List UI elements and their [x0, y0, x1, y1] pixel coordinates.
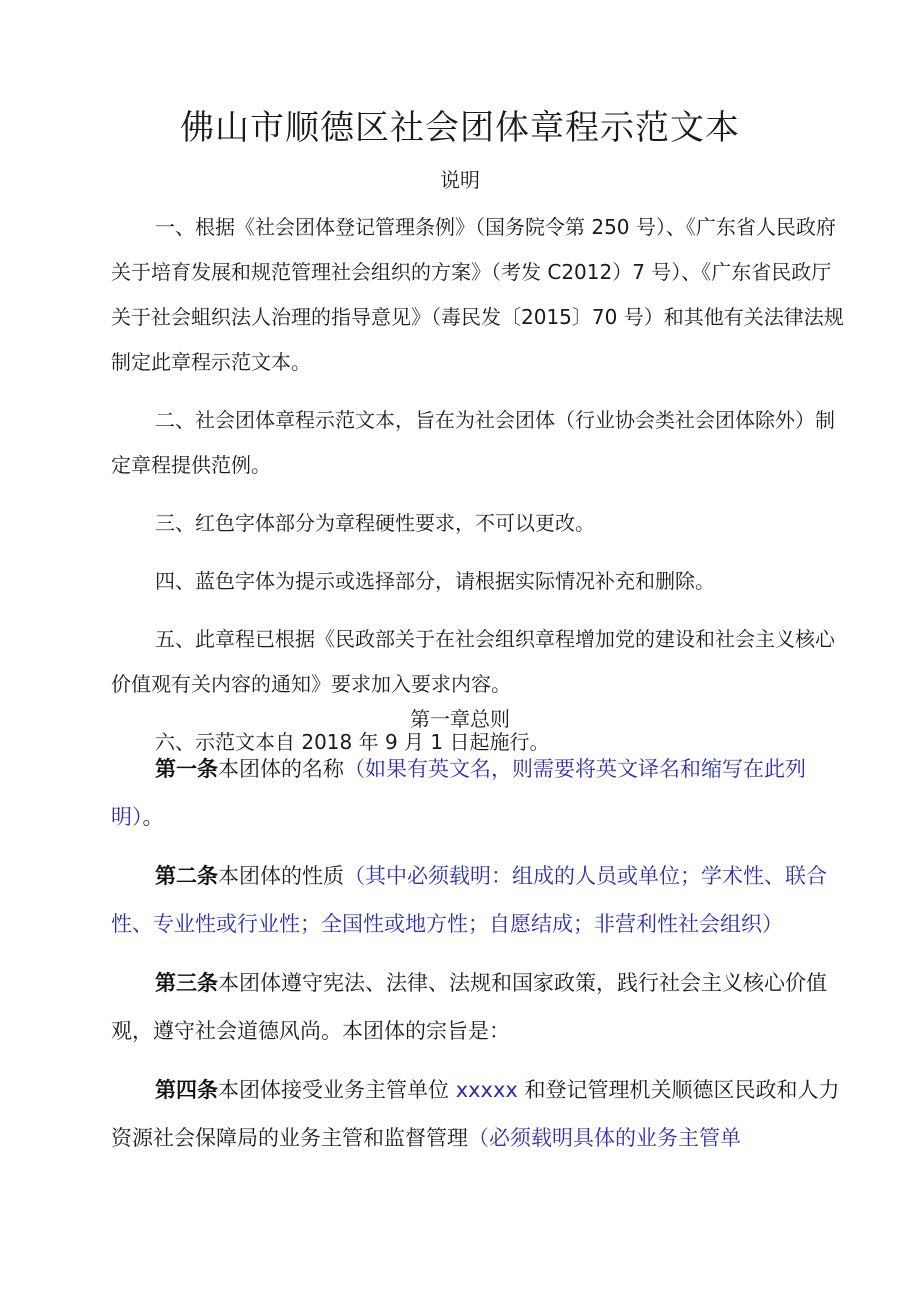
- note-paragraph: 三、红色字体部分为章程硬性要求，不可以更改。: [155, 511, 595, 535]
- article-number: 第二条: [155, 864, 218, 888]
- article-4: [111, 1066, 847, 1162]
- article-text-continued: 和登记管理机关顺德区民政和人力资源社会保障局的业务主管和监督管理: [111, 1078, 840, 1150]
- article-text: 本团体的性质: [218, 864, 344, 888]
- note-paragraph: 一、根据《社会团体登记管理条例》（国务院令第 250 号）、《广东省人民政府关于培育发展和规范管理社会组织的方案》（考发 C2012）7 号）、《广东省民政厅关于社会蛆织法人治理的指导意见》（毒民发〔2015〕70 号）和其他有关法律法规制定此章程示范文本。: [111, 215, 844, 374]
- article-3: [111, 959, 847, 1055]
- article-hint: （其中必须载明：组成的人员或单位；学术性、联合性、专业性或行业性；全国性或地方性；自愿结成；非营利性社会组织）: [111, 864, 827, 936]
- note-paragraph: 五、此章程已根据《民政部关于在社会组织章程增加党的建设和社会主义核心价值观有关内容的通知》要求加入要求内容。: [111, 627, 835, 696]
- article-hint: （必须载明具体的业务主管单: [468, 1126, 741, 1150]
- article-number: 第四条: [155, 1078, 218, 1102]
- explanation-notes: [111, 205, 847, 765]
- note-paragraph: 四、蓝色字体为提示或选择部分，请根据实际情况补充和删除。: [155, 569, 715, 593]
- article-text: 本团体接受业务主管单位: [218, 1078, 456, 1102]
- article-placeholder: xxxxx: [455, 1078, 518, 1102]
- note-paragraph: 六、示范文本自 2018 年 9 月 1 日起施行。: [155, 730, 550, 754]
- section-heading-explanation: 说明: [440, 168, 480, 192]
- document-title: 佛山市顺德区社会团体章程示范文本: [180, 108, 740, 148]
- article-number: 第三条: [155, 971, 218, 995]
- article-hint: （如果有英文名，则需要将英文译名和缩写在此列明）: [111, 757, 806, 829]
- chapter-heading: 第一章总则: [410, 707, 510, 731]
- article-2: [111, 852, 847, 948]
- articles: [111, 745, 847, 1173]
- article-1: [111, 745, 847, 841]
- note-paragraph: 二、社会团体章程示范文本，旨在为社会团体（行业协会类社会团体除外）制定章程提供范例。: [111, 408, 835, 477]
- article-number: 第一条: [155, 757, 218, 781]
- article-tail: 。: [142, 805, 164, 829]
- article-text: 本团体的名称: [218, 757, 344, 781]
- article-text: 本团体遵守宪法、法律、法规和国家政策，践行社会主义核心价值观，遵守社会道德风尚。本团体的宗旨是：: [111, 971, 827, 1043]
